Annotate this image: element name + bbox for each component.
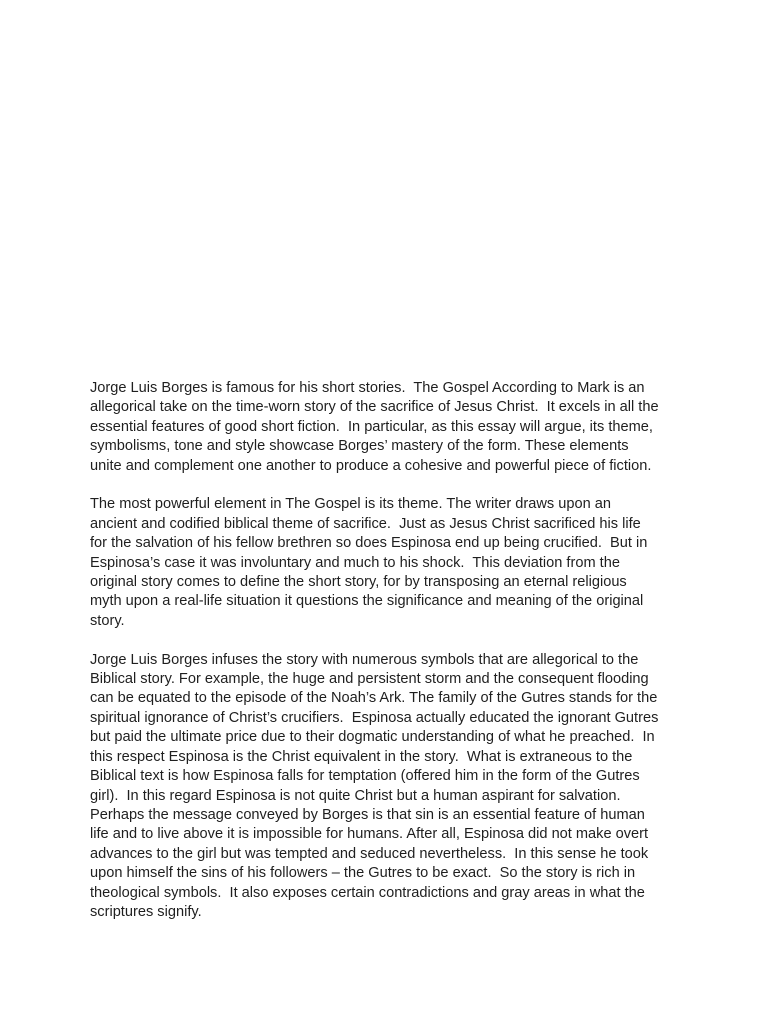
paragraph-line: myth upon a real-life situation it questions the significance and meaning of the original xyxy=(90,593,644,610)
paragraph-intro xyxy=(90,379,690,476)
paragraph-line: essential features of good short fiction. In particular, as this essay will argue, its theme, xyxy=(90,418,653,435)
paragraph-line: this respect Espinosa is the Christ equivalent in the story. What is extraneous to the xyxy=(90,748,633,765)
paragraph-line: life and to live above it is impossible for humans. After all, Espinosa did not make overt xyxy=(90,826,649,843)
paragraph-line: unite and complement one another to produce a cohesive and powerful piece of fiction. xyxy=(90,457,652,474)
paragraph-line: for the salvation of his fellow brethren so does Espinosa end up being crucified. But in xyxy=(90,535,648,552)
paragraph-line: Biblical text is how Espinosa falls for temptation (offered him in the form of the Gutres xyxy=(90,768,640,785)
paragraph-line: girl). In this regard Espinosa is not quite Christ but a human aspirant for salvation. xyxy=(90,787,621,804)
paragraph-line: spiritual ignorance of Christ’s crucifiers. Espinosa actually educated the ignorant Gutres xyxy=(90,709,659,726)
paragraph-line: Jorge Luis Borges infuses the story with numerous symbols that are allegorical to the xyxy=(90,651,639,668)
paragraph-symbols xyxy=(90,651,690,923)
paragraph-line: allegorical take on the time-worn story of the sacrifice of Jesus Christ. It excels in all the xyxy=(90,399,659,416)
paragraph-line: can be equated to the episode of the Noah’s Ark. The family of the Gutres stands for the xyxy=(90,690,658,707)
paragraph-theme xyxy=(90,495,690,631)
paragraph-line: Biblical story. For example, the huge and persistent storm and the consequent flooding xyxy=(90,671,649,688)
paragraph-line: Perhaps the message conveyed by Borges is that sin is an essential feature of human xyxy=(90,806,645,823)
paragraph-line: original story comes to define the short story, for by transposing an eternal religious xyxy=(90,574,627,591)
essay-body xyxy=(90,379,690,942)
paragraph-line: ancient and codified biblical theme of sacrifice. Just as Jesus Christ sacrificed his life xyxy=(90,515,641,532)
paragraph-line: symbolisms, tone and style showcase Borges’ mastery of the form. These elements xyxy=(90,438,629,455)
paragraph-line: Jorge Luis Borges is famous for his short stories. The Gospel According to Mark is an xyxy=(90,380,645,396)
paragraph-line: theological symbols. It also exposes certain contradictions and gray areas in what the xyxy=(90,884,645,901)
paragraph-line: advances to the girl but was tempted and seduced nevertheless. In this sense he took xyxy=(90,845,649,862)
paragraph-line: but paid the ultimate price due to their dogmatic understanding of what he preached. In xyxy=(90,729,655,746)
paragraph-line: Espinosa’s case it was involuntary and much to his shock. This deviation from the xyxy=(90,554,620,571)
paragraph-line: scriptures signify. xyxy=(90,903,202,920)
paragraph-line: story. xyxy=(90,612,125,629)
paragraph-line: upon himself the sins of his followers – the Gutres to be exact. So the story is rich in xyxy=(90,865,636,882)
paragraph-line: The most powerful element in The Gospel is its theme. The writer draws upon an xyxy=(90,496,612,513)
